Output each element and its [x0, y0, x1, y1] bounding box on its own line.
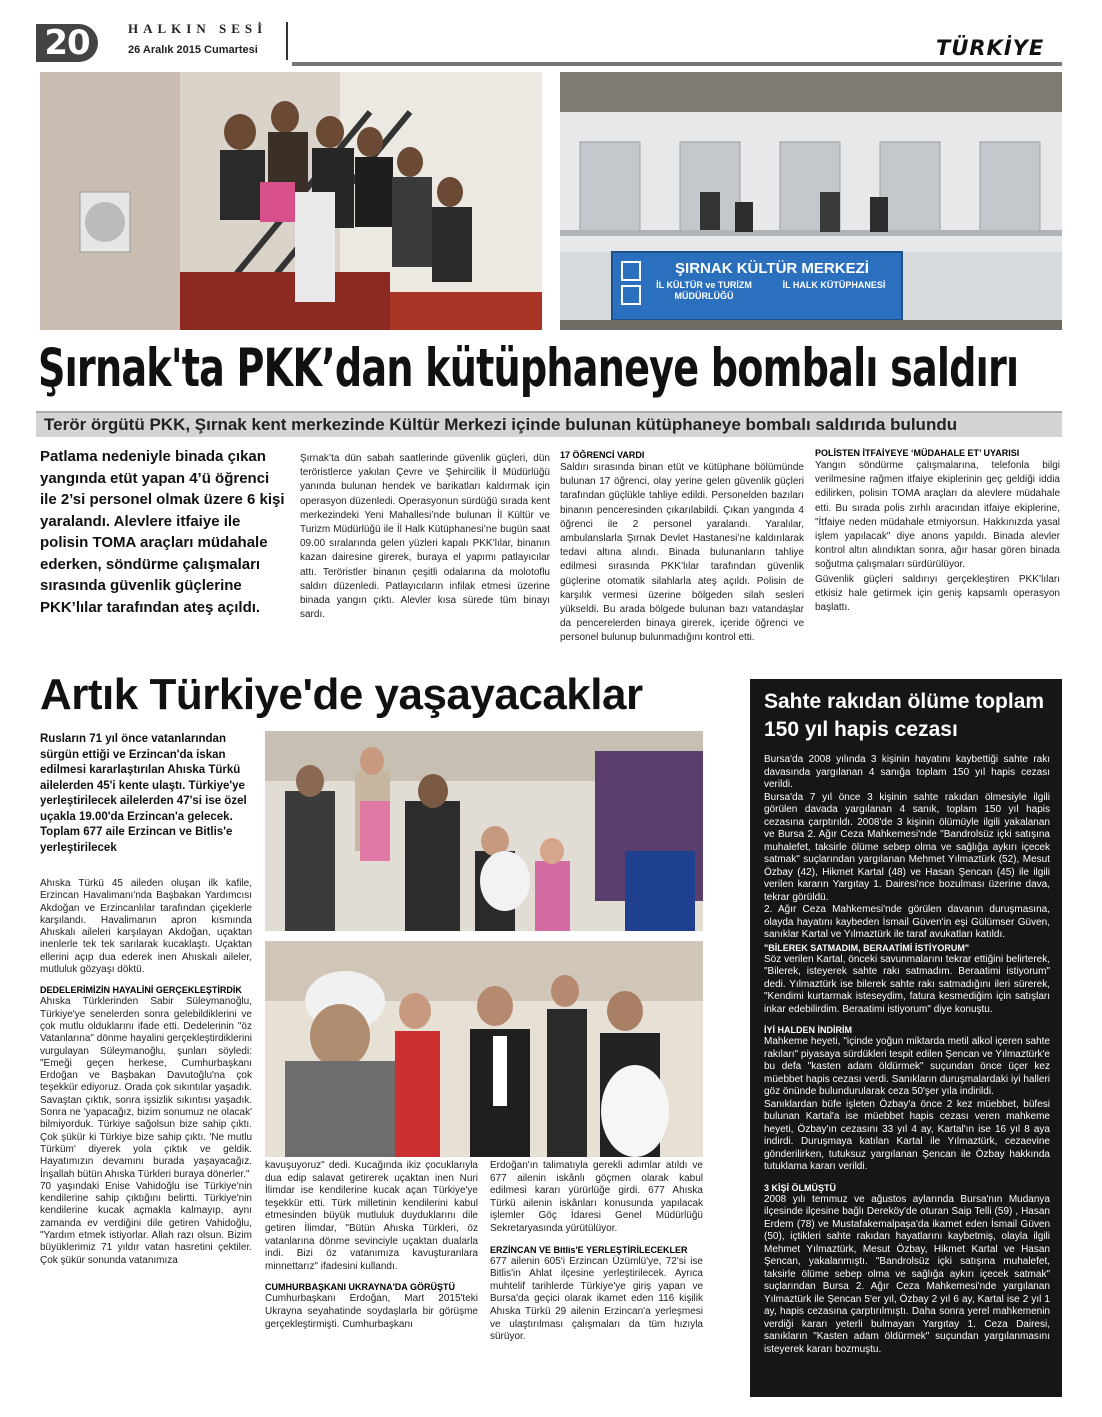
- article2-paragraph6: Erdoğan'ın talimatıyla gerekli adımlar atıldı ve 677 ailenin iskânlı göçmen olarak kabul edilmesi kararı yürürlüğe girdi. 677 Ahıska Türkü ailenin iskânları konusunda yapılacak işlemler Göç İdaresi Genel Müdürlüğü Sekretaryasında yürütülüyor.: [490, 1160, 703, 1234]
- sidebar-paragraph3: 2. Ağır Ceza Mahkemesi'nde görülen davanın duruşmasına, olayda hayatını kaybeden İsmail Güven'in eşi Gülümser Güven, sanıklar Kartal ve Yılmaztürk ile taraf avukatları katıldı.: [764, 904, 1050, 940]
- article2-paragraph3: 70 yaşındaki Enise Vahidoğlu ise Türkiye'nin kendilerine sahip çıktığını belirtti. Türkiye'nin kendilerine kucak açmakla kalmayıp, aynı zamanda ev verdiğini dile getiren Vahidoğlu, "Yardım etmek istiyorlar. Allah razı olsun. Bizim büyüklerimiz 71 yıldır vatan hasretini çektiler. Çok şükür sonunda vatanımıza: [40, 1180, 252, 1266]
- sidebar-paragraph5: Mahkeme heyeti, "içinde yoğun miktarda metil alkol içeren sahte rakıları" piyasaya sürdükleri tespit edilen Şencan ve Yılmaztürk'e bu defa "kasten adam öldürmek" suçundan önce üçer kez müebbet hapis cezası verdi. Sanıkların duruşmalardaki iyi halleri göz önünde bulundurularak ceza 50'şer yıla indirildi.: [764, 1036, 1050, 1097]
- article1-col3-text: Saldırı sırasında binan etüt ve kütüphane bölümünde bulunan 17 öğrenci, olay yerine gelen güvenlik güçleri tarafından güçlükle tahliye edildi. Personelden bazıları binanın penceresinden çıkarılabildi. Çıkan yangında 4 öğrenci ile 2 personel yaralandı. Yaralılar, ambulanslarla Şırnak Devlet Hastanesi’ne kaldırılarak tedavi altına alındı. Binada bulunanların tahliye edilmesi sırasında PKK’lılar tarafından güvenlik güçlerine otomatik silahlarla ateş açıldı. Polisin de karşılık vermesi üzerine bölgeden silah sesleri yükseldi. Bu arada bölgede bulunan bazı vatandaşlar da pencerelerden binaya girerek, içeride öğrenci ve personel bulunup bulunmadığını kontrol etti.: [560, 462, 804, 644]
- sidebar-headline: Sahte rakıdan ölüme toplam 150 yıl hapis cezası: [764, 690, 1045, 741]
- sidebar-heading3: 3 KİŞİ ÖLMÜŞTÜ: [764, 1182, 837, 1193]
- sidebar-paragraph2: Bursa'da 7 yıl önce 3 kişinin sahte rakıdan ölmesiyle ilgili görülen davada yargılanan 4 sanık, toplam 150 yıl hapis cezasına çarptırıldı. 2008'de 3 kişinin ölümüyle ilgili yakalanan ve Bursa 2. Ağır Ceza Mahkemesi'nde "Bandrolsüz içki satışına muhalefet, taksirle ölüme sebep olma ve sağlığa aykırı içecek satmak" suçlarından yargılanan Mehmet Yılmaztürk (52), Mesut Özbay (42), Hikmet Kartal (48) ve Hasan Şencan (45) ile ilgili verilen kararın Yargıtay 1. Dairesi'nce bozulması üzerine dava, tekrar görüldü.: [764, 791, 1050, 903]
- article2-column2: [265, 1160, 478, 1331]
- rescue-photo: [40, 72, 542, 330]
- article1-col4-text: Yangın söndürme çalışmalarına, telefonla bilgi verilmesine rağmen itfaiye ekiplerinin geç geldiği iddia edilirken, polisin TOMA araçları da alevlere müdahale etti. Bu sırada polis zırhlı aracından itfaiye ekiplerine, "İtfaiye neden müdahale etmiyorsun. Hakkınızda yasal işlem yapılacak" diye anons yapıldı. Binada alevler kontrol altın alındıktan sonra, ağır hasar gören binada soğutma çalışmaları sürdürülüyor.: [815, 460, 1060, 571]
- sidebar-heading2: İYİ HALDEN İNDİRİM: [764, 1025, 853, 1035]
- sidebar-paragraph1: Bursa'da 2008 yılında 3 kişinin hayatını kaybettiği sahte rakı davasında yargılanan 4 sanığa toplam 150 yıl hapis cezası verildi.: [764, 754, 1050, 790]
- sidebar-body: [764, 754, 1050, 1356]
- sign-right-text: İL HALK KÜTÜPHANESİ: [782, 280, 886, 290]
- article2-heading2: CUMHURBAŞKANI UKRAYNA'DA GÖRÜŞTÜ: [265, 1282, 455, 1293]
- article1-lead: Patlama nedeniyle binada çıkan yangında etüt yapan 4’ü öğrenci ile 2’si personel olmak üzere 6 kişi yaralandı. Alevlere itfaiye ile polisin TOMA araçları müdahale ederken, söndürme çalışmaları sırasında güvenlik güçlerine PKK’lılar tarafından ateş açıldı.: [40, 448, 285, 616]
- masthead-rule: [292, 62, 1062, 66]
- article2-paragraph1: Ahıska Türkü 45 aileden oluşan ilk kafile, Erzincan Havalimanı'nda Başbakan Yardımcısı Akdoğan ve Erzincanlılar tarafından çiçeklerle karşılandı. Havalimanın apron kısmında Ahıskalı aileleri karşılayan Akdoğan, uçaktan inenlerle tek tek sarılarak kucaklaştı. Uçaktan ellerini açıp dua ederek inen Ahıskalı aileler, mutluluk gözyaşı döktü.: [40, 878, 252, 976]
- article1-col3-heading: 17 ÖĞRENCİ VARDI: [560, 450, 645, 460]
- article2-headline: Artık Türkiye'de yaşayacaklar: [40, 670, 643, 719]
- cultural-center-photo: [560, 72, 1062, 330]
- issue-date: 26 Aralık 2015 Cumartesi: [128, 44, 258, 56]
- article2-paragraph7: 677 ailenin 605'i Erzincan Üzümlü'ye, 72'si ise Bitlis'in Ahlat ilçesine yerleştirilecek. Ayrıca muhtelif tarihlerde Türkiye'ye giriş yapan ve Bursa'da geçici olarak ikamet eden 116 kişilik Ahıska Türkü 29 ailenin Erzincan'a yerleşmesi ve ulaştırılması çalışmaları da tüm hızıyla sürüyor.: [490, 1255, 703, 1343]
- greeting-photo: [265, 941, 703, 1157]
- main-headline: Şırnak'ta PKK’dan kütüphaneye bombalı saldırı: [38, 338, 1019, 399]
- sign-title: ŞIRNAK KÜLTÜR MERKEZİ: [675, 260, 869, 277]
- newspaper-name: HALKIN SESİ: [128, 21, 268, 36]
- article2-paragraph5: Cumhurbaşkanı Erdoğan, Mart 2015'teki Ukrayna seyahatinde soydaşlarla bir görüşme gerçekleştirmişti. Cumhurbaşkanı: [265, 1293, 478, 1330]
- article1-column4: [815, 447, 1060, 615]
- page-number: 20: [36, 24, 98, 62]
- article1-col4-heading: POLİSTEN İTFAİYEYE ‘MÜDAHALE ET’ UYARISI: [815, 448, 1020, 458]
- sign-left-text: İL KÜLTÜR ve TURİZM MÜDÜRLÜĞÜ: [656, 280, 752, 301]
- article2-column1: [40, 878, 252, 1267]
- article2-heading1: DEDELERİMİZİN HAYALİNİ GERÇEKLEŞTİRDİK: [40, 985, 242, 996]
- masthead-divider: [286, 22, 288, 60]
- article1-column2: [300, 452, 550, 622]
- main-subhead: Terör örgütü PKK, Şırnak kent merkezinde Kültür Merkezi içinde bulunan kütüphaneye bombalı saldırıda bulundu: [44, 415, 958, 434]
- sidebar-paragraph6: Sanıklardan büfe işleten Özbay'a önce 2 kez müebbet, büfesi bulunan Kartal'a ise müebbet hapis cezası veren mahkeme heyeti, Özbay'ın cezasını 33 yıl 4 ay, Kartal'ın ise 16 yıl 8 aya indirdi. Duruşmaya katılan Kartal ile Yılmaztürk, cezaevine gönderilirken, tutuksuz yargılanan Şencan ile Özbay hakkında tutuklama kararı verildi.: [764, 1098, 1050, 1172]
- article2-heading3: ERZİNCAN VE Bitlis'E YERLEŞTİRİLECEKLER: [490, 1244, 688, 1255]
- article2-lead: Rusların 71 yıl önce vatanlarından sürgün ettiği ve Erzincan'da iskan edilmesi kararlaştırılan Ahıska Türkü ailelerden 45'i kente ulaştı. Türkiye'ye yerleştirilecek ailelerden 47'si ise özel uçakla 19.00'da Erzincan'a gelecek. Toplam 677 aile Erzincan ve Bitlis'e yerleştirilecek: [40, 733, 247, 854]
- article2-column3: [490, 1160, 703, 1344]
- article2-paragraph2: Ahıska Türklerinden Sabir Süleymanoğlu, Türkiye'ye senelerden sonra gelebildiklerini ve çok mutlu olduklarını ifade etti. Dedelerinin "öz Vatanlarına" dönme hayalini gerçekleştirdiklerini vurgulayan Süleymanoğlu, şunları söyledi: "Emeği geçen herkese, Cumhurbaşkanı Erdoğan ve Başbakan Davutoğlu'na çok teşekkür ediyoruz. Orada çok sıkıntılar yaşadık. Savaştan çıktık, sonra işsizlik sıkıntısı yaşadık. Sonra ne 'yapacağız, bizim sonumuz ne olacak' bilmiyorduk. Türkiye sağolsun bize sahip çıktı. Çok şükür ki Türkiye bize sahip çıktı. 'Ne mutlu Türküm' diyerek yola çıktık ve geldik. Hayatımızın devamını burada yaşayacağız. İnşallah bütün Ahıska Türkleri buraya dönerler.": [40, 996, 252, 1180]
- sidebar-heading1: "BİLEREK SATMADIM, BERAATİMİ İSTİYORUM": [764, 942, 970, 953]
- article1-col2-text: Şırnak’ta dün sabah saatlerinde güvenlik güçleri, dün teröristlerce yakılan Çevre ve Şehircilik İl Müdürlüğü yanında bulunan hendek ve barikatları kaldırmak için operasyon düzenledi. Operasyonun sürdüğü sırada kent merkezindeki Yeni Mahallesi’nde bulunan İl Kültür ve Turizm Müdürlüğü ile İl Halk Kütüphanesi’ne bugün saat 09.00 sıralarında gelen yüzleri kapalı PKK’lılar, binanın kazan dairesine girerek, buraya el yapımı patlayıcılar attı. Teröristler binanın çeşitli odalarına da molotoflu saldırı düzenledi. Patlayıcıların infilak etmesi üzerine binada yangın çıktı. Alevler kısa sürede tüm binayı sardı.: [300, 453, 550, 621]
- sidebar-paragraph4: Söz verilen Kartal, önceki savunmalarını tekrar ettiğini belirterek, "Bilerek, isteyerek sahte rakı satmadım. Beraatimi istiyorum" dedi. Yılmaztürk ise bilerek sahte rakı satmadığını ileri sürerek, "Kendimi kurtarmak isteseydim, fatura kesmediğim için satışları inkar edebilirdim. Beraatimi istiyorum" diye konuştu.: [764, 953, 1050, 1015]
- sidebar-paragraph7: 2008 yılı temmuz ve ağustos aylarında Bursa'nın Mudanya ilçesinde ilçesine bağlı Dereköy'de oturan Saip Telli (59) , Hasan Erdem (78) ve Mustafakemalpaşa'da ikamet eden İsmail Güven (50), içtikleri sahte rakıdan hayatlarını kaybetmiş, olayla ilgili Mehmet Yılmaztürk, Mesut Özbay, Hikmet Kartal ve Hasan Şencan, yakalanmıştı. "Bandrolsüz içki satışına muhalefet, taksirle ölüme sebep olma ve sağlığa aykırı içecek satmak" suçlarından Bursa 2. Ağır Ceza Mahkemesi'nde yargılanan Yılmaztürk ile Şencan 5'er yıl, Özbay 2 yıl 6 ay, Kartal ise 2 yıl 1 ay, hapis cezasına çarptırılmıştı. Daha sonra yerel mahkemenin verdiği kararı yeterli bulmayan Yargıtay 1. Ceza Dairesi, sanıkların "Kasten adam öldürmek" suçundan yargılanmasını isteyerek kararı bozmuştu.: [764, 1193, 1050, 1355]
- article1-col4-text2: Güvenlik güçleri saldırıyı gerçekleştiren PKK’lıları etkisiz hale getirmek için geniş kapsamlı operasyon başlattı.: [815, 573, 1060, 614]
- article1-column3: [560, 449, 804, 646]
- section-title: TÜRKİYE: [936, 36, 1045, 60]
- article2-paragraph4: kavuşuyoruz" dedi. Kucağında ikiz çocuklarıyla dua edip salavat getirerek uçaktan inen Nuri İlimdar ise kendilerine kucak açan Türkiye'ye teşekkür etti. Türk milletinin kendilerini kabul etmesinden büyük mutluluk duyduklarını dile getiren İlimdar, "Bütün Ahıska Türkleri, öz vatanlarına dönme sevinciyle uçaktan dualarla indi. Bizi öz vatanımıza kavuşturanlara minnettarız" ifadesini kullandı.: [265, 1160, 478, 1272]
- families-photo: [265, 731, 703, 931]
